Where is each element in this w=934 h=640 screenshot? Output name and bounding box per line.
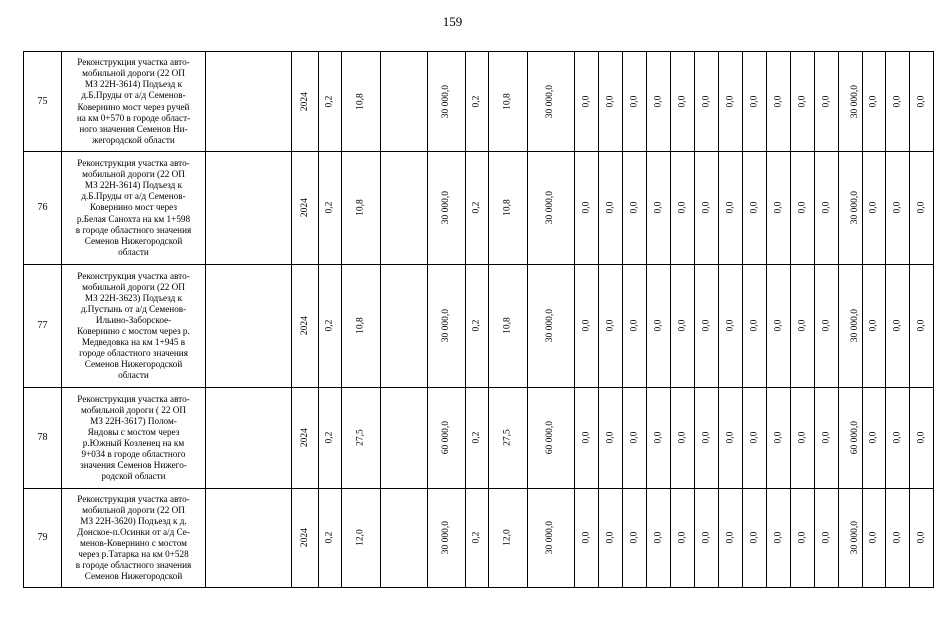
description-line: р.Южный Козленец на км [82,438,185,448]
description-line: Реконструкция участка авто- [77,57,190,68]
value-cell [575,265,599,388]
value-cell [381,489,428,588]
value-cell [466,152,489,265]
value-cell [428,152,466,265]
value-cell [381,152,428,265]
description-line: Семенов Нижегородской [84,359,183,370]
description-line: через р.Татарка на км 0+528 [78,549,189,560]
description-line: Ковернино мост через ручей [77,101,190,112]
cell-value: 10,8 [502,199,513,217]
value-cell [815,152,839,265]
value-cell [767,52,791,152]
value-cell [428,265,466,388]
object-description [62,388,206,489]
object-description [62,489,206,588]
value-cell [671,152,695,265]
description-line: родской области [101,471,166,482]
description-line: ного значения Семенов Ни- [79,123,188,134]
value-cell [839,489,863,588]
value-cell [623,265,647,388]
value-cell [671,489,695,588]
description-line: Семенов Нижегородской [84,235,183,246]
value-cell [743,388,767,489]
value-cell [863,388,886,489]
table-row [24,489,934,588]
cell-value: 0,0 [772,202,783,214]
value-cell [489,489,528,588]
value-cell [839,388,863,489]
cell-value: 0,0 [796,532,807,544]
value-cell [839,52,863,152]
cell-value: 0,0 [868,532,879,544]
value-cell [863,265,886,388]
value-cell [206,489,292,588]
value-cell [863,489,886,588]
value-cell [528,265,575,388]
description-line: мобильной дороги ( 22 ОП [80,404,187,415]
cell-value: 0,0 [891,202,902,214]
cell-value: 0,0 [915,95,926,108]
cell-value: 0,0 [700,320,711,332]
cell-value: 0,0 [891,432,902,444]
cell-value: 0,0 [700,95,711,108]
cell-value: 0,0 [652,95,663,108]
value-cell [767,152,791,265]
cell-value: 12,0 [355,529,366,547]
value-cell [647,152,671,265]
value-cell [466,388,489,489]
value-cell [623,152,647,265]
value-cell [910,388,934,489]
value-cell [319,388,342,489]
value-cell [489,388,528,489]
cell-value: 0,0 [772,532,783,544]
value-cell [743,489,767,588]
cell-value: 10,8 [355,199,366,217]
value-cell [206,152,292,265]
cell-value: 0,2 [324,95,335,108]
value-cell [743,152,767,265]
cell-value: 0,2 [471,320,482,332]
cell-value: 0,0 [891,320,902,332]
value-cell [528,489,575,588]
cell-value: 0,2 [324,320,335,332]
value-cell [767,265,791,388]
cell-value: 10,8 [355,93,366,110]
cell-value: 0,0 [820,95,831,108]
object-description [62,265,206,388]
cell-value: 2024 [299,528,310,548]
value-cell [886,52,910,152]
value-cell [292,388,319,489]
value-cell [466,489,489,588]
value-cell [575,388,599,489]
value-cell [815,52,839,152]
cell-value: 30 000,0 [850,191,861,225]
cell-value: 0,0 [868,432,879,444]
value-cell [575,52,599,152]
table-row [24,388,934,489]
description-line: МЗ 22Н-3614) Подъезд к [84,180,183,191]
cell-value: 30 000,0 [545,521,556,555]
cell-value: 10,8 [502,317,513,335]
description-line: Реконструкция участка авто- [77,270,190,281]
value-cell [767,489,791,588]
description-line: Реконструкция участка авто- [77,158,190,169]
cell-value: 0,2 [324,202,335,214]
cell-value: 30 000,0 [850,84,861,119]
cell-value: 0,0 [580,532,591,544]
value-cell [319,265,342,388]
description-line: области [118,370,149,381]
value-cell [319,52,342,152]
value-cell [623,489,647,588]
cell-value: 0,0 [580,320,591,332]
value-cell [815,489,839,588]
cell-value: 0,0 [724,202,735,214]
cell-value: 60 000,0 [440,421,451,455]
cell-value: 30 000,0 [440,521,451,555]
cell-value: 0,0 [891,532,902,544]
description-line: мобильной дороги (22 ОП [82,68,185,79]
value-cell [206,388,292,489]
value-cell [528,52,575,152]
description-line: жегородской области [92,134,175,145]
value-cell [647,265,671,388]
value-cell [292,152,319,265]
value-cell [319,152,342,265]
value-cell [342,265,381,388]
cell-value: 0,0 [772,320,783,332]
cell-value: 0,0 [724,532,735,544]
table-row [24,52,934,152]
cell-value: 27,5 [502,429,513,447]
cell-value: 0,0 [772,95,783,108]
value-cell [623,52,647,152]
table-row [24,152,934,265]
value-cell [886,388,910,489]
cell-value: 0,0 [748,320,759,332]
value-cell [528,152,575,265]
description-line: области [118,246,149,257]
value-cell [791,489,815,588]
description-line: менов-Ковернино с мостом [80,538,187,548]
value-cell [342,152,381,265]
value-cell [910,265,934,388]
description-line: значения Семенов Нижего- [80,460,187,471]
cell-value: 0,0 [652,532,663,544]
description-line: Реконструкция участка авто- [77,393,190,404]
value-cell [428,52,466,152]
cell-value: 30 000,0 [545,309,556,343]
row-number: 76 [24,152,62,265]
cell-value: 30 000,0 [440,84,451,119]
description-line: Ковернино с мостом через р. [77,326,190,336]
value-cell [719,52,743,152]
description-line: Реконструкция участка авто- [77,493,190,504]
cell-value: 0,0 [748,432,759,444]
value-cell [489,52,528,152]
description-line: в городе областного значения [75,560,192,571]
description-line: мобильной дороги (22 ОП [82,504,185,515]
cell-value: 0,0 [700,432,711,444]
description-line: МЗ 22Н-3623) Подъезд к [84,292,183,303]
cell-value: 30 000,0 [850,309,861,343]
description-line: Медведовка на км 1+945 в [81,337,186,348]
row-number: 75 [24,52,62,152]
value-cell [342,489,381,588]
value-cell [815,265,839,388]
description-line: д.Б.Пруды от а/д Семенов- [81,90,186,101]
value-cell [695,265,719,388]
description-line: Ильино-Заборское- [95,314,172,325]
row-number: 79 [24,489,62,588]
value-cell [671,52,695,152]
value-cell [599,489,623,588]
cell-value: 0,0 [652,432,663,444]
value-cell [489,265,528,388]
value-cell [381,265,428,388]
cell-value: 0,0 [676,320,687,332]
value-cell [623,388,647,489]
cell-value: 0,0 [820,532,831,544]
cell-value: 0,0 [891,95,902,108]
cell-value: 0,0 [820,202,831,214]
value-cell [791,265,815,388]
cell-value: 0,0 [604,532,615,544]
cell-value: 0,0 [580,432,591,444]
cell-value: 30 000,0 [440,191,451,225]
value-cell [695,489,719,588]
cell-value: 0,0 [652,202,663,214]
description-line: д.Пустынь от а/д Семенов- [80,303,187,314]
value-cell [791,52,815,152]
cell-value: 12,0 [502,529,513,547]
value-cell [342,388,381,489]
value-cell [319,489,342,588]
cell-value: 0,0 [652,320,663,332]
cell-value: 0,0 [868,202,879,214]
cell-value: 0,0 [676,432,687,444]
row-number: 77 [24,265,62,388]
cell-value: 0,2 [471,202,482,214]
row-number: 78 [24,388,62,489]
value-cell [428,489,466,588]
cell-value: 60 000,0 [545,421,556,455]
value-cell [863,52,886,152]
value-cell [599,265,623,388]
description-line: в городе областного значения [75,224,192,235]
cell-value: 0,0 [628,320,639,332]
cell-value: 0,0 [724,95,735,108]
cell-value: 0,0 [915,532,926,544]
value-cell [719,152,743,265]
cell-value: 0,0 [868,95,879,108]
cell-value: 0,0 [700,202,711,214]
cell-value: 0,0 [604,320,615,332]
value-cell [575,489,599,588]
description-line: на км 0+570 в городе област- [76,112,191,123]
value-cell [647,388,671,489]
value-cell [342,52,381,152]
object-description [62,152,206,265]
value-cell [575,152,599,265]
cell-value: 0,2 [471,95,482,108]
cell-value: 0,0 [915,432,926,444]
value-cell [489,152,528,265]
roads-table [23,51,934,588]
description-line: мобильной дороги (22 ОП [82,281,185,292]
cell-value: 0,0 [724,432,735,444]
cell-value: 0,0 [748,95,759,108]
description-line: МЗ 22Н-3617) Полом- [90,415,177,426]
value-cell [719,489,743,588]
value-cell [381,52,428,152]
cell-value: 0,2 [324,532,335,544]
cell-value: 10,8 [355,317,366,335]
cell-value: 0,2 [471,532,482,544]
value-cell [839,265,863,388]
cell-value: 0,0 [915,202,926,214]
cell-value: 30 000,0 [545,191,556,225]
value-cell [528,388,575,489]
cell-value: 0,2 [324,432,335,444]
value-cell [292,52,319,152]
value-cell [466,52,489,152]
cell-value: 0,0 [628,532,639,544]
cell-value: 0,0 [868,320,879,332]
object-description [62,52,206,152]
cell-value: 0,0 [748,532,759,544]
value-cell [695,388,719,489]
description-line: Семенов Нижегородской [84,571,183,582]
value-cell [428,388,466,489]
value-cell [767,388,791,489]
cell-value: 0,0 [604,95,615,108]
value-cell [910,152,934,265]
value-cell [599,388,623,489]
description-line: 9+034 в городе областного [81,449,186,460]
cell-value: 2024 [299,316,310,336]
value-cell [886,152,910,265]
cell-value: 0,0 [700,532,711,544]
description-line: Яндовы с мостом через [87,426,180,437]
description-line: городе областного значения [79,348,188,359]
cell-value: 0,0 [676,95,687,108]
value-cell [466,265,489,388]
cell-value: 0,0 [796,320,807,332]
value-cell [599,52,623,152]
description-line: МЗ 22Н-3620) Подъезд к д. [80,515,187,526]
cell-value: 0,0 [628,432,639,444]
cell-value: 10,8 [502,93,513,110]
value-cell [886,489,910,588]
value-cell [671,388,695,489]
cell-value: 0,0 [772,432,783,444]
cell-value: 30 000,0 [440,309,451,343]
cell-value: 0,0 [915,320,926,332]
cell-value: 2024 [299,91,310,111]
cell-value: 0,0 [676,532,687,544]
cell-value: 0,0 [796,202,807,214]
description-line: д.Б.Пруды от а/д Семенов- [81,191,186,202]
value-cell [292,265,319,388]
cell-value: 27,5 [355,429,366,447]
table-row [24,265,934,388]
cell-value: 0,0 [676,202,687,214]
value-cell [863,152,886,265]
description-line: Донское-п.Осинки от а/д Се- [77,526,190,537]
value-cell [671,265,695,388]
value-cell [719,265,743,388]
cell-value: 2024 [299,198,310,218]
value-cell [839,152,863,265]
description-line: Ковернино мост через [90,202,177,213]
cell-value: 0,0 [796,95,807,108]
cell-value: 2024 [299,428,310,448]
cell-value: 0,0 [580,95,591,108]
value-cell [815,388,839,489]
value-cell [743,52,767,152]
cell-value: 0,0 [796,432,807,444]
value-cell [381,388,428,489]
description-line: р.Белая Санохта на км 1+598 [76,213,191,224]
value-cell [791,388,815,489]
value-cell [206,265,292,388]
value-cell [292,489,319,588]
value-cell [695,152,719,265]
cell-value: 0,0 [820,320,831,332]
value-cell [695,52,719,152]
value-cell [647,52,671,152]
value-cell [647,489,671,588]
cell-value: 0,0 [748,202,759,214]
value-cell [599,152,623,265]
cell-value: 0,0 [580,202,591,214]
cell-value: 0,0 [604,202,615,214]
page-number: 159 [442,14,463,29]
cell-value: 0,0 [820,432,831,444]
value-cell [206,52,292,152]
description-line: МЗ 22Н-3614) Подъезд к [84,79,183,90]
value-cell [886,265,910,388]
cell-value: 0,0 [604,432,615,444]
description-line: мобильной дороги (22 ОП [82,169,185,180]
value-cell [910,52,934,152]
value-cell [910,489,934,588]
value-cell [743,265,767,388]
cell-value: 0,0 [724,320,735,332]
cell-value: 60 000,0 [850,421,861,455]
cell-value: 0,2 [471,432,482,444]
cell-value: 0,0 [628,202,639,214]
value-cell [791,152,815,265]
cell-value: 30 000,0 [545,84,556,119]
value-cell [719,388,743,489]
cell-value: 30 000,0 [850,521,861,555]
cell-value: 0,0 [628,95,639,108]
